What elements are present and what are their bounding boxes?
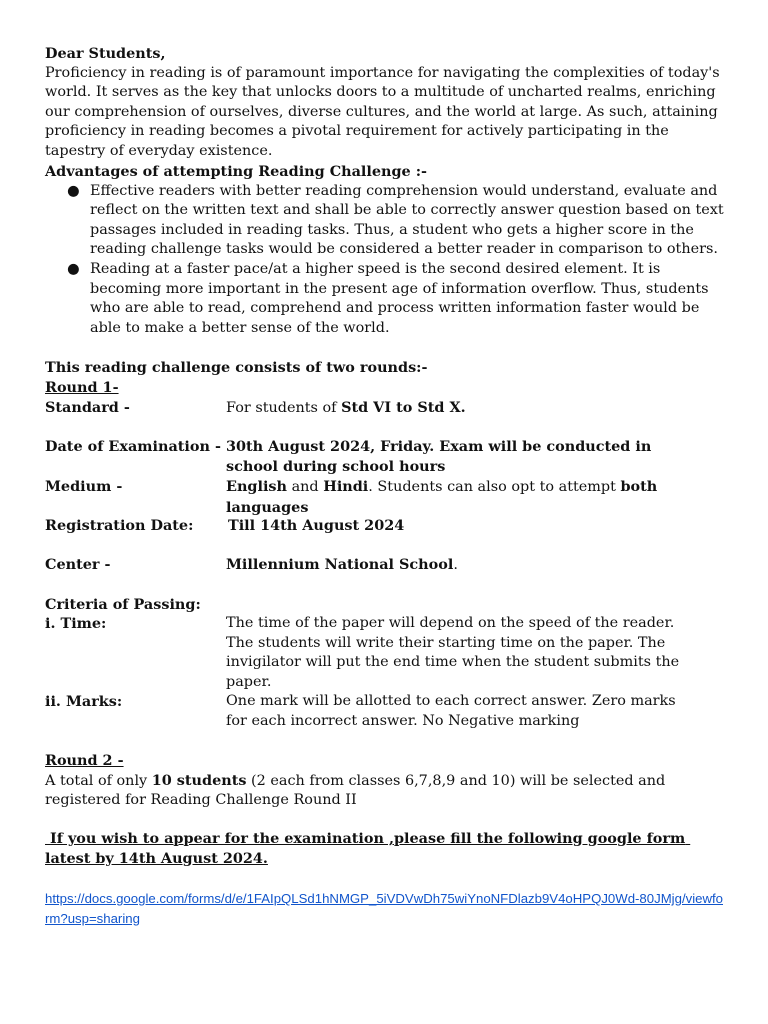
time-label: i. Time: xyxy=(45,615,107,632)
advantages-section xyxy=(45,162,725,338)
list-item xyxy=(45,260,725,338)
rounds-intro: This reading challenge consists of two rounds:- xyxy=(45,359,428,376)
marks-label: ii. Marks: xyxy=(45,693,123,710)
standard-classes: Std VI to Std X. xyxy=(341,399,466,416)
exam-date-label: Date of Examination - xyxy=(45,438,221,455)
medium-english: English xyxy=(226,478,287,495)
medium-and: and xyxy=(287,479,324,495)
link-block xyxy=(45,890,725,929)
center-value xyxy=(226,555,696,576)
round2-post: (2 each from classes 6,7,8,9 and 10) will be selected and registered for Reading Challenge Round II xyxy=(45,772,666,809)
registration-value: Till 14th August 2024 xyxy=(228,517,405,534)
medium-value xyxy=(226,477,696,518)
round2-section xyxy=(45,751,725,811)
rounds-intro-block xyxy=(45,358,725,397)
advantage-text: Effective readers with better reading comprehension would understand, evaluate and reflect on the written text and shall be able to correctly answer question based on text passages included in reading tasks. Thus, a student who gets a higher score in the reading challenge tasks would be considered a better reader in comparison to others. xyxy=(90,182,724,258)
medium-label: Medium - xyxy=(45,478,123,495)
advantage-text: Reading at a faster pace/at a higher speed is the second desired element. It is becoming more important in the present age of information overflow. Thus, students who are able to read, comprehend and process written information faster would be able to make a better sense of the world. xyxy=(90,260,709,336)
medium-both: both languages xyxy=(226,478,658,516)
greeting: Dear Students, xyxy=(45,45,166,62)
advantages-heading: Advantages of attempting Reading Challenge :- xyxy=(45,163,427,180)
center-label: Center - xyxy=(45,556,111,573)
bullet-icon: ● xyxy=(67,260,80,277)
exam-date-value: 30th August 2024, Friday. Exam will be conducted in school during school hours xyxy=(226,438,652,475)
bullet-icon: ● xyxy=(67,182,80,199)
intro-paragraph: Proficiency in reading is of paramount importance for navigating the complexities of today's world. It serves as the key that unlocks doors to a multitude of uncharted realms, enriching our comprehension of ourselves, diverse cultures, and the world at large. As such, attaining proficiency in reading becomes a pivotal requirement for actively participating in the tapestry of everyday existence. xyxy=(45,64,720,159)
list-item xyxy=(45,182,725,260)
letter-opening xyxy=(45,44,725,162)
medium-hindi: Hindi xyxy=(323,478,369,495)
marks-value: One mark will be allotted to each correct answer. Zero marks for each incorrect answer. No Negative marking xyxy=(226,693,676,729)
medium-mid: . Students can also opt to attempt xyxy=(368,479,621,495)
round2-heading: Round 2 - xyxy=(45,752,124,769)
instruction-block xyxy=(45,829,715,868)
registration-label: Registration Date: xyxy=(45,517,194,534)
center-name: Millennium National School xyxy=(226,556,454,573)
criteria-heading: Criteria of Passing: xyxy=(45,596,201,613)
round2-text xyxy=(45,771,725,811)
instruction-text: If you wish to appear for the examination ,please fill the following google form latest by 14th August 2024. xyxy=(45,830,691,867)
google-form-link[interactable]: https://docs.google.com/forms/d/e/1FAIpQLSd1hNMGP_5iVDVwDh75wiYnoNFDlazb9V4oHPQJ0Wd-80JMjg/viewform?usp=sharing xyxy=(45,891,723,926)
round2-count: 10 students xyxy=(151,771,247,789)
time-value: The time of the paper will depend on the speed of the reader. The students will write their starting time on the paper. The invigilator will put the end time when the student submits the paper. xyxy=(226,615,680,690)
standard-prefix: For students of xyxy=(226,400,342,416)
criteria-heading-block xyxy=(45,595,725,615)
standard-value xyxy=(226,398,696,419)
center-suffix: . xyxy=(453,557,458,573)
round2-pre: A total of only xyxy=(45,772,152,789)
standard-label: Standard - xyxy=(45,399,130,416)
advantages-list xyxy=(45,182,725,339)
round1-heading: Round 1- xyxy=(45,378,119,396)
